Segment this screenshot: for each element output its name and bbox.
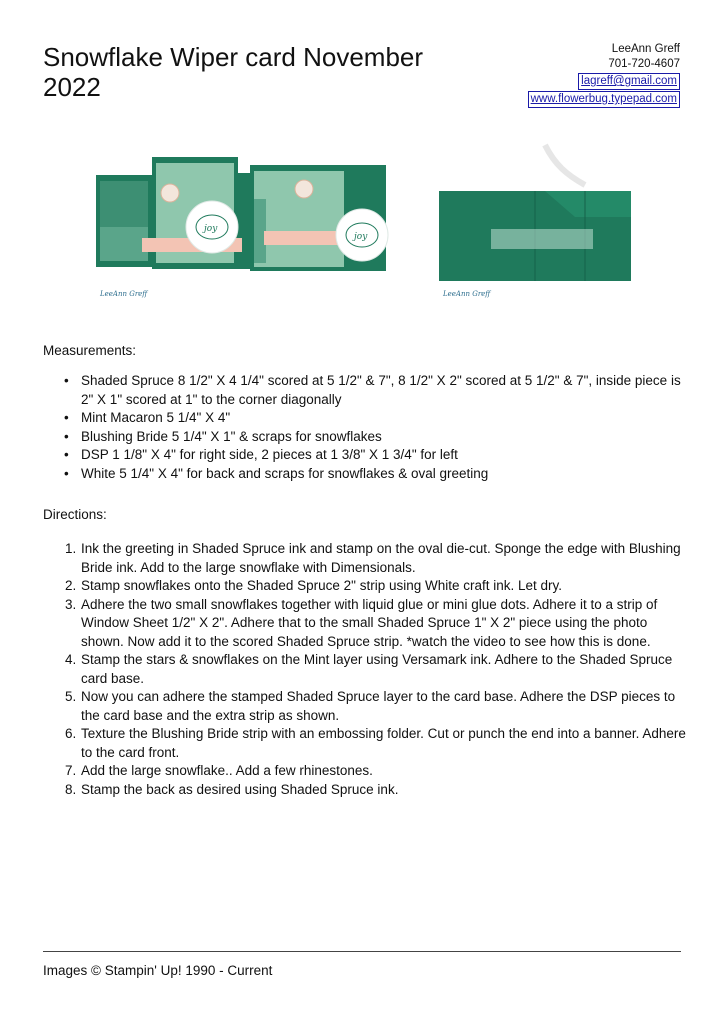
website-link[interactable]: www.flowerbug.typepad.com [528, 91, 680, 108]
measurements-list [43, 372, 688, 483]
step-text: Stamp the back as desired using Shaded Spruce ink. [81, 781, 399, 797]
list-item [43, 725, 688, 762]
footer-divider [43, 951, 681, 952]
step-number: 2. [65, 578, 77, 593]
directions-heading: Directions: [43, 507, 107, 522]
list-item [43, 540, 688, 577]
step-number: 1. [65, 541, 77, 556]
list-item: • DSP 1 1/8" X 4" for right side, 2 pieces at 1 3/8" X 1 3/4" for left [43, 446, 688, 465]
page-title: Snowflake Wiper card November 2022 [43, 42, 424, 102]
step-number: 3. [65, 596, 77, 612]
author-phone: 701-720-4607 [608, 58, 680, 70]
list-item [43, 781, 688, 800]
list-item: • Shaded Spruce 8 1/2" X 4 1/4" scored at 5 1/2" & 7", 8 1/2" X 2" scored at 5 1/2" & 7", inside piece is 2" X 1" scored at 1" to the corner diagonally [43, 372, 688, 409]
list-item: • Mint Macaron 5 1/4" X 4" [43, 409, 688, 428]
list-item: • White 5 1/4" X 4" for back and scraps for snowflakes & oval greeting [43, 465, 688, 484]
step-number: 7. [65, 763, 77, 778]
greeting-joy-1: joy [204, 224, 218, 234]
step-number: 6. [65, 726, 77, 741]
step-text: Ink the greeting in Shaded Spruce ink and stamp on the oval die-cut. Sponge the edge with Blushing Bride ink. Add to the large snowflake with Dimensionals. [81, 541, 681, 575]
step-text: Stamp snowflakes onto the Shaded Spruce 2" strip using White craft ink. Let dry. [81, 578, 563, 593]
list-item: • Blushing Bride 5 1/4" X 1" & scraps for snowflakes [43, 428, 688, 447]
step-text: Stamp the stars & snowflakes on the Mint layer using Versamark ink. Adhere to the Shaded Spruce card base. [81, 652, 673, 686]
copyright-footer: Images © Stampin' Up! 1990 - Current [43, 963, 273, 978]
finished-cards-photo [92, 135, 420, 313]
list-item [43, 577, 688, 596]
list-item [43, 596, 688, 652]
watermark-left: LeeAnn Greff [100, 290, 148, 298]
step-number: 8. [65, 781, 77, 797]
author-name: LeeAnn Greff [611, 43, 680, 55]
list-item [43, 651, 688, 688]
directions-list [43, 540, 688, 799]
watermark-right: LeeAnn Greff [443, 290, 491, 298]
list-item [43, 762, 688, 781]
email-link[interactable]: lagreff@gmail.com [578, 73, 680, 90]
step-number: 5. [65, 689, 77, 704]
step-text: Add the large snowflake.. Add a few rhinestones. [81, 763, 373, 778]
step-text: Texture the Blushing Bride strip with an embossing folder. Cut or punch the end into a banner. Adhere to the card front. [81, 726, 686, 760]
step-text: Adhere the two small snowflakes together with liquid glue or mini glue dots. Adhere it to a strip of Window Sheet 1/2" X 2". Adhere that to the small Shaded Spruce 1" X 2" piece using the photo shown. Now add it to the scored Shaded Spruce strip. *watch the video to see how this is done. [81, 596, 658, 649]
step-number: 4. [65, 652, 77, 667]
list-item [43, 688, 688, 725]
contact-block [528, 42, 680, 108]
step-text: Now you can adhere the stamped Shaded Spruce layer to the card base. Adhere the DSP pieces to the card base and the extra strip as shown. [81, 689, 676, 723]
greeting-joy-2: joy [354, 232, 368, 242]
measurements-heading: Measurements: [43, 343, 137, 358]
card-base-detail-photo [435, 135, 632, 313]
